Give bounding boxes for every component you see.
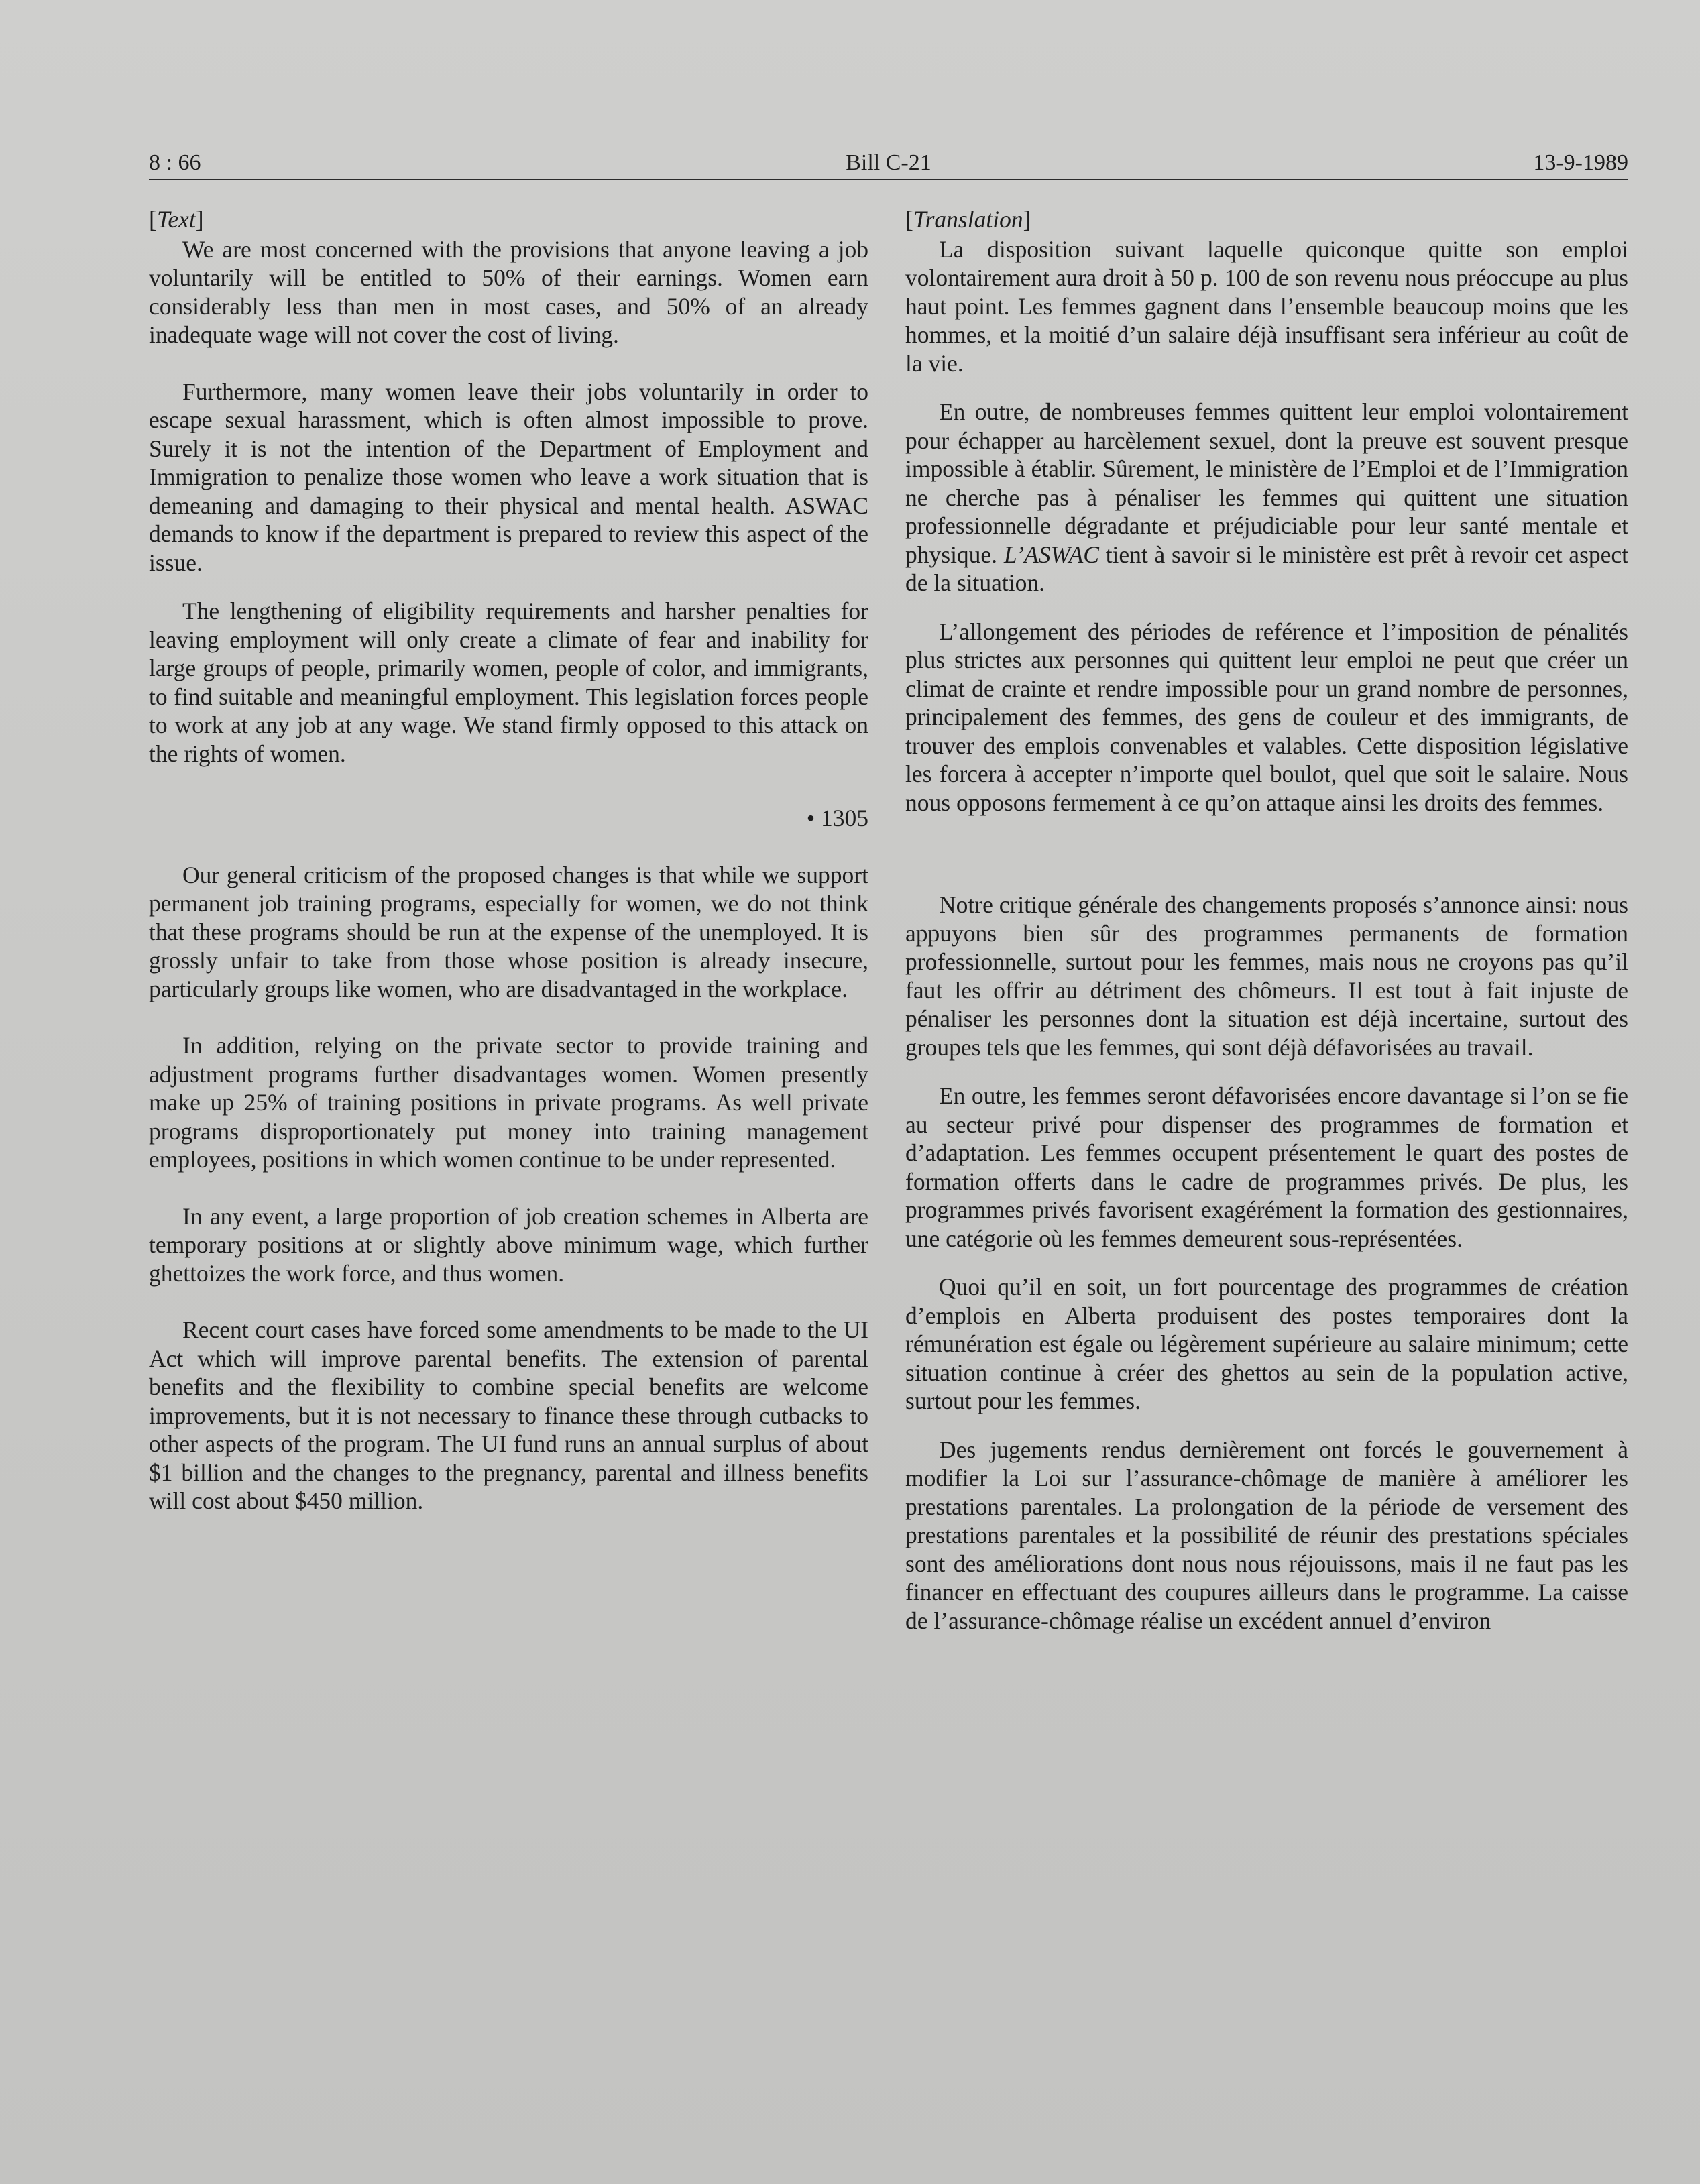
paragraph: Our general criticism of the proposed changes is that while we support permanent job training programs, especially for women, we do not think that these programs should be run at the expense of the unemployed. It is grossly unfair to take from those whose position is already insecure, particularly groups like women, who are disadvantaged in the workplace. (149, 861, 868, 1002)
page-header (149, 146, 1628, 180)
sitting-date: 13-9-1989 (1533, 150, 1628, 175)
paragraph: In any event, a large proportion of job creation schemes in Alberta are temporary positions at or slightly above minimum wage, which further ghettoizes the work force, and thus women. (149, 1202, 868, 1287)
paragraph: L’allongement des périodes de reférence et l’imposition de pénalités plus strictes aux personnes qui quittent leur emploi ne peut que créer un climat de crainte et rendre impossible pour un grand nombre de personnes, principalement des femmes, des gens de couleur et des immigrants, de trouver des emplois convenables et valables. Cette disposition législative les forcera à accepter n’importe quel boulot, quel que soit le salaire. Nous nous opposons fermement à ce qu’on attaque ainsi les droits des femmes. (905, 618, 1628, 816)
paragraph: La disposition suivant laquelle quiconque quitte son emploi volontairement aura droit à 50 p. 100 de son revenu nous préoccupe au plus haut point. Les femmes gagnent dans l’ensemble beaucoup moins que les hommes, et la moitié d’un salaire déjà insuffisant sera inférieur au coût de la vie. (905, 235, 1628, 377)
text-tag: [Text] (149, 206, 204, 233)
paragraph: En outre, de nombreuses femmes quittent leur emploi volontairement pour échapper au harcèlement sexuel, dont la preuve est souvent presque impossible à établir. Sûrement, le ministère de l’Emploi et de l’Immigration ne cherche pas à pénaliser les femmes qui quittent une situation professionnelle dégradante et préjudiciable pour leur santé mentale et physique. L’ASWAC tient à savoir si le ministère est prêt à revoir cet aspect de la situation. (905, 398, 1629, 596)
paragraph: In addition, relying on the private sector to provide training and adjustment programs further disadvantages women. Women presently make up 25% of training positions in private programs. As well private programs disproportionately put money into training management employees, positions in which women continue to be under represented. (149, 1032, 868, 1173)
french-column (905, 205, 1628, 1635)
paragraph: The lengthening of eligibility requirements and harsher penalties for leaving employment will only create a climate of fear and inability for large groups of people, primarily women, people of color, and immigrants, to find suitable and meaningful employment. This legislation forces people to work at any job at any wage. We stand firmly opposed to this attack on the rights of women. (149, 597, 868, 767)
paragraph: En outre, les femmes seront défavorisées encore davantage si l’on se fie au secteur privé pour dispenser des programmes de formation et d’adaptation. Les femmes occupent présentement le quart des postes de formation offerts dans le cadre de programmes privés. De plus, les programmes privés favorisent exagérément la formation des gestionnaires, une catégorie où les femmes demeurent sous-représentées. (905, 1082, 1628, 1252)
bill-title: Bill C-21 (846, 150, 931, 175)
paragraph: Notre critique générale des changements proposés s’annonce ainsi: nous appuyons bien sûr des programmes permanents de formation professionnelle, surtout pour les femmes, mais nous ne croyons pas qu’il faut les offrir au détriment des chômeurs. Il est tout à fait injuste de pénaliser les personnes dont la situation est déjà incertaine, surtout des groupes tels que les femmes, qui sont déjà défavorisées au travail. (905, 891, 1628, 1061)
paragraph: Recent court cases have forced some amendments to be made to the UI Act which will improve parental benefits. The extension of parental benefits and the flexibility to combine special benefits are welcome improvements, but it is not necessary to finance these through cutbacks to other aspects of the program. The UI fund runs an annual surplus of about $1 billion and the changes to the pregnancy, parental and illness benefits will cost about $450 million. (149, 1316, 868, 1514)
paragraph: We are most concerned with the provisions that anyone leaving a job voluntarily will be entitled to 50% of their earnings. Women earn considerably less than men in most cases, and 50% of an already inadequate wage will not cover the cost of living. (149, 235, 868, 348)
header-rule (149, 179, 1628, 180)
translation-tag: [Translation] (905, 206, 1031, 233)
paragraph: Quoi qu’il en soit, un fort pourcentage des programmes de création d’emplois en Alberta produisent des postes temporaires dont la rémunération est égale ou légèrement supérieure au salaire minimum; cette situation continue à créer des ghettos au sein de la population active, surtout pour les femmes. (905, 1273, 1628, 1414)
english-column (149, 205, 868, 1515)
timestamp: • 1305 (806, 805, 868, 831)
paragraph: Furthermore, many women leave their jobs voluntarily in order to escape sexual harassment, which is often almost impossible to prove. Surely it is not the intention of the Department of Employment and Immigration to penalize those women who leave a work situation that is demeaning and damaging to their physical and mental health. ASWAC demands to know if the department is prepared to review this aspect of the issue. (149, 378, 868, 576)
organization-name: L’ASWAC (1003, 540, 1099, 568)
paragraph: Des jugements rendus dernièrement ont forcés le gouvernement à modifier la Loi sur l’assurance-chômage de manière à améliorer les prestations parentales. La prolongation de la période de versement des prestations parentales et la possibilité de réunir des prestations spéciales sont des améliorations dont nous nous réjouissons, mais il ne faut pas les financer en effectuant des coupures ailleurs dans le programme. La caisse de l’assurance-chômage réalise un excédent annuel d’environ (905, 1436, 1628, 1634)
page-reference: 8 : 66 (149, 150, 201, 175)
